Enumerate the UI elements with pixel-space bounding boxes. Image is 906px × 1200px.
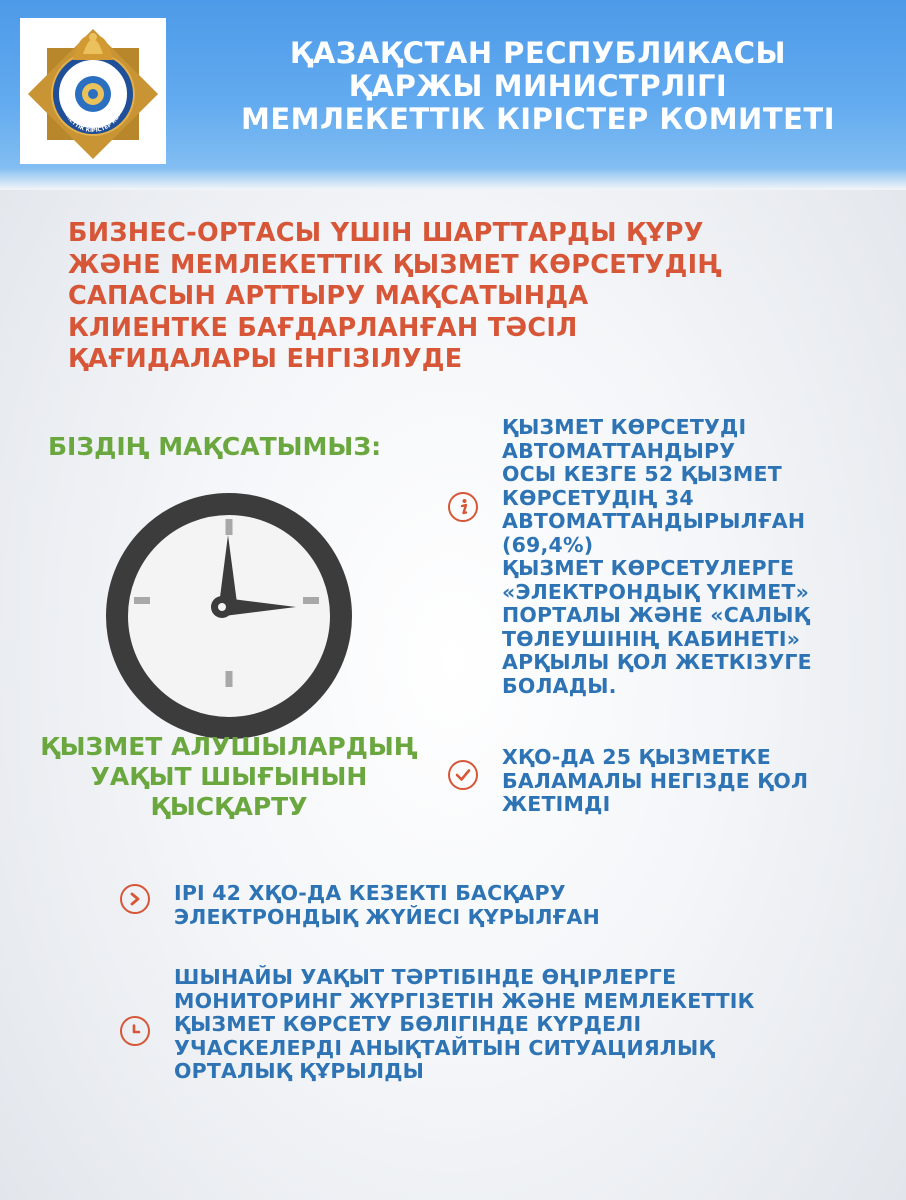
text-line: ХҚО-ДА 25 ҚЫЗМЕТКЕ [502,745,771,769]
text-line: БАЛАМАЛЫ НЕГІЗДЕ ҚОЛ [502,768,809,793]
text-line: АВТОМАТТАНДЫРЫЛҒАН [502,509,806,533]
headline-line: КЛИЕНТКЕ БАҒДАРЛАНҒАН ТӘСІЛ [68,312,578,343]
emblem-icon [20,18,166,164]
text-line: ЭЛЕКТРОНДЫҚ ЖҮЙЕСІ ҚҰРЫЛҒАН [174,904,600,929]
text-line: ОРТАЛЫҚ ҚҰРЫЛДЫ [174,1059,425,1083]
goal-subtitle-line: ҚЫСҚАРТУ [150,792,308,821]
text-line: ЖЕТІМДІ [502,792,611,816]
org-line: ҚАРЖЫ МИНИСТРЛІГІ [348,69,728,103]
text-line: ПОРТАЛЫ ЖӘНЕ «САЛЫҚ [502,603,810,627]
automation-text [502,416,812,698]
org-line: МЕМЛЕКЕТТІК КІРІСТЕР КОМИТЕТІ [240,102,835,136]
text-line: ІРІ 42 ХҚО-ДА КЕЗЕКТІ БАСҚАРУ [174,881,566,905]
text-line: ҚЫЗМЕТ КӨРСЕТУДІ [502,415,747,439]
queue-text [174,882,600,929]
text-line: ҚЫЗМЕТ КӨРСЕТУЛЕРГЕ [502,556,795,580]
committee-logo [20,18,166,164]
goal-subtitle-line: УАҚЫТ ШЫҒЫНЫН [90,762,368,791]
goal-subtitle [20,732,438,822]
clock-icon [106,493,352,739]
text-line: ТӨЛЕУШІНІҢ КАБИНЕТІ» [502,626,801,651]
organization-name [170,37,906,136]
text-line: АРҚЫЛЫ ҚОЛ ЖЕТКІЗУГЕ [502,650,812,674]
headline-line: ҚАҒИДАЛАРЫ ЕНГІЗІЛУДЕ [68,344,463,374]
checkmark-icon [448,760,478,790]
logo-caption: МЛЕКЕТТІК КІРІСТЕР КОМИТ [60,102,126,135]
chevron-right-icon [120,884,150,914]
text-line: ҚЫЗМЕТ КӨРСЕТУ БӨЛІГІНДЕ КҮРДЕЛІ [174,1012,642,1036]
org-line: ҚАЗАҚСТАН РЕСПУБЛИКАСЫ [289,36,787,70]
clock-small-icon [120,1016,150,1046]
headline-line: ЖӘНЕ МЕМЛЕКЕТТІК ҚЫЗМЕТ КӨРСЕТУДІҢ [68,249,723,280]
text-line: ОСЫ КЕЗГЕ 52 ҚЫЗМЕТ [502,462,782,486]
situation-center-text [174,966,755,1084]
headline-line: САПАСЫН АРТТЫРУ МАҚСАТЫНДА [68,281,589,311]
text-line: АВТОМАТТАНДЫРУ [502,438,736,463]
text-line: УЧАСКЕЛЕРДІ АНЫҚТАЙТЫН СИТУАЦИЯЛЫҚ [174,1035,715,1060]
goal-title: БІЗДІҢ МАҚСАТЫМЫЗ: [48,432,382,461]
text-line: КӨРСЕТУДІҢ 34 [502,485,694,510]
hqo-text [502,746,808,817]
text-line: (69,4%) [502,532,594,557]
text-line: «ЭЛЕКТРОНДЫҚ ҮКІМЕТ» [502,579,810,604]
headline-line: БИЗНЕС-ОРТАСЫ ҮШІН ШАРТТАРДЫ ҚҰРУ [68,218,704,248]
info-icon [448,492,478,522]
text-line: ШЫНАЙЫ УАҚЫТ ТӘРТІБІНДЕ ӨҢІРЛЕРГЕ [174,965,677,989]
goal-subtitle-line: ҚЫЗМЕТ АЛУШЫЛАРДЫҢ [40,732,418,761]
text-line: БОЛАДЫ. [502,673,617,698]
page-headline [68,218,868,376]
header-banner [0,0,906,190]
text-line: МОНИТОРИНГ ЖҮРГІЗЕТІН ЖӘНЕ МЕМЛЕКЕТТІК [174,988,755,1013]
